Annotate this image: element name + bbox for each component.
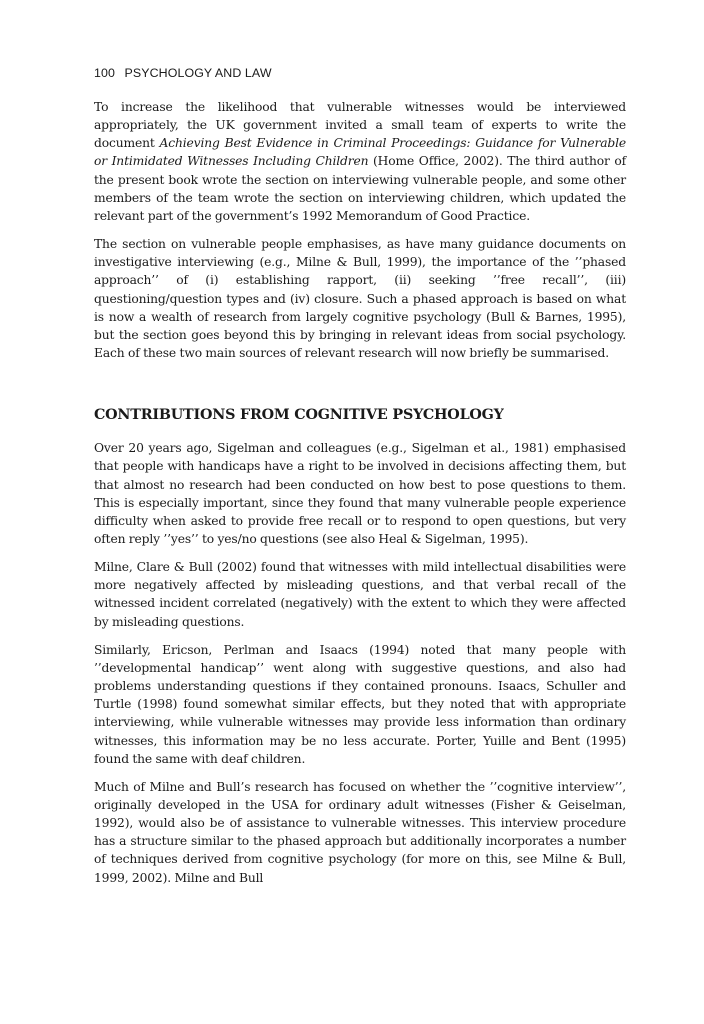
document-title: Achieving Best Evidence in Criminal Proceedings: Guidance for Vulnerable or Intimidated Witnesses Including Children: [94, 136, 627, 169]
book-page: [94, 64, 626, 897]
paragraph-5: Similarly, Ericson, Perlman and Isaacs (1994) noted that many people with ’’developmental handicap’’ went along with suggestive questions, and also had problems understanding questions if they contained pronouns. Isaacs, Schuller and Turtle (1998) found somewhat similar effects, but they noted that with appropriate interviewing, while vulnerable witnesses may provide less information than ordinary witnesses, this information may be no less accurate. Porter, Yuille and Bent (1995) found the same with deaf children.: [94, 642, 626, 766]
paragraph-6: Much of Milne and Bull’s research has focused on whether the ’’cognitive interview’’, originally developed in the USA for ordinary adult witnesses (Fisher & Geiselman, 1992), would also be of assistance to vulnerable witnesses. This interview procedure has a structure similar to the phased approach but additionally incorporates a number of techniques derived from cognitive psychology (for more on this, see Milne & Bull, 1999, 2002). Milne and Bull: [94, 779, 626, 885]
paragraph-2: The section on vulnerable people emphasises, as have many guidance documents on investigative interviewing (e.g., Milne & Bull, 1999), the importance of the ’’phased approach’’ of (i) establishing rapport, (ii) seeking ’’free recall’’, (iii) questioning/question types and (iv) closure. Such a phased approach is based on what is now a wealth of research from largely cognitive psychology (Bull & Barnes, 1995), but the section goes beyond this by bringing in relevant ideas from social psychology. Each of these two main sources of relevant research will now briefly be summarised.: [94, 237, 626, 361]
paragraph-1-text-before: To increase the likelihood that vulnerable witnesses would be interviewed appropriately, the UK government invited a small team of experts to write the document: [94, 100, 626, 151]
running-title: PSYCHOLOGY AND LAW: [124, 66, 272, 80]
paragraph-4: Milne, Clare & Bull (2002) found that witnesses with mild intellectual disabilities were more negatively affected by misleading questions, and that verbal recall of the witnessed incident correlated (negatively) with the extent to which they were affected by misleading questions.: [94, 560, 626, 629]
paragraph-1-text-after: (Home Office, 2002). The third author of the present book wrote the section on interviewing vulnerable people, and some other members of the team wrote the section on interviewing children, which updated the relevant part of the government’s 1992 Memorandum of Good Practice.: [94, 154, 626, 223]
paragraph-3: Over 20 years ago, Sigelman and colleagues (e.g., Sigelman et al., 1981) emphasised that people with handicaps have a right to be involved in decisions affecting them, but that almost no research had been conducted on how best to pose questions to them. This is especially important, since they found that many vulnerable people experience difficulty when asked to provide free recall or to respond to open questions, but very often reply ’’yes’’ to yes/no questions (see also Heal & Sigelman, 1995).: [94, 441, 626, 546]
running-head: [94, 64, 626, 82]
page-number: 100: [94, 66, 115, 80]
paragraph-1: [94, 98, 626, 225]
section-heading: CONTRIBUTIONS FROM COGNITIVE PSYCHOLOGY: [94, 407, 504, 424]
